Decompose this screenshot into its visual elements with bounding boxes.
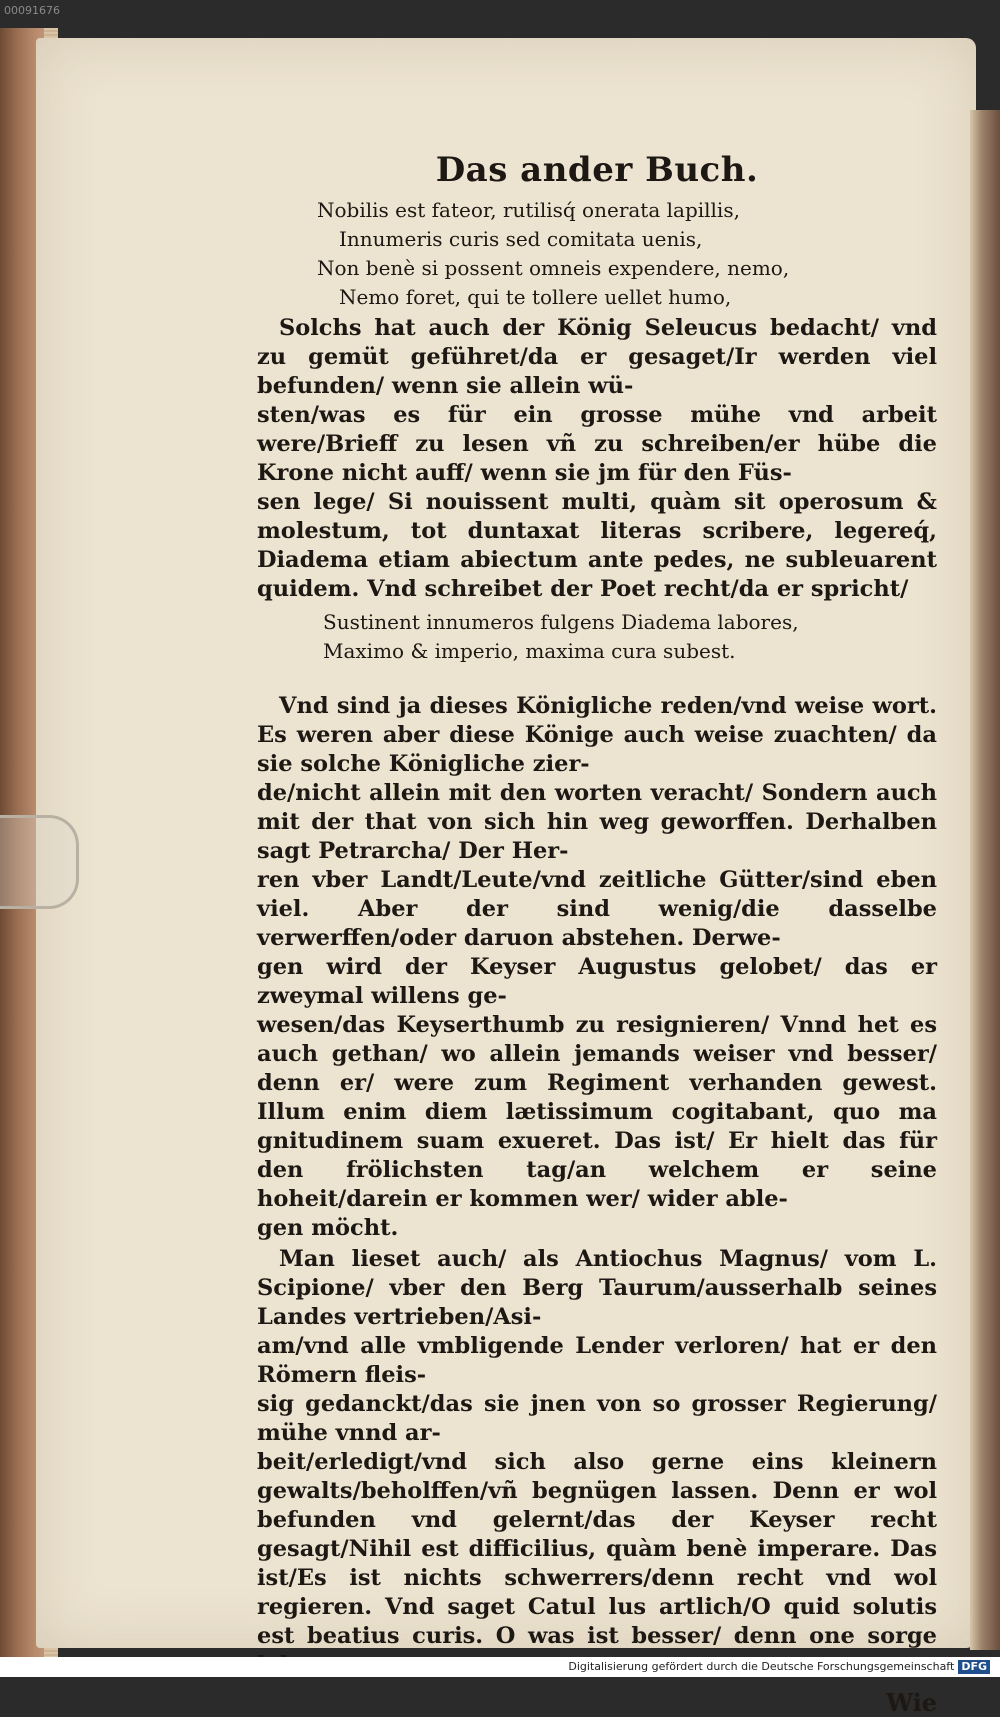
footer-text: Digitalisierung gefördert durch die Deutsche Forschungsgemeinschaft <box>568 1660 955 1673</box>
verse-block-2 <box>257 608 937 666</box>
verse-line: Sustinent innumeros fulgens Diadema labores, <box>323 610 799 634</box>
page-text <box>257 150 937 1717</box>
paragraph-1: Solchs hat auch der König Seleucus bedacht/ vnd zu gemüt geführet/da er gesaget/Ir werden viel befunden/ wenn sie allein wü- sten/was es für ein grosse mühe vnd arbeit were/Brieff zu lesen vñ zu schreiben/er hübe die Krone nicht auff/ wenn sie jm für den Füs- sen lege/ Si nouissent multi, quàm sit operosum & molestum, tot duntaxat literas scribere, legereq́, Diadema etiam abiectum ante pedes, ne subleuarent quidem. Vnd schreibet der Poet recht/da er spricht/ <box>257 315 937 602</box>
verse-line: Maximo & imperio, maxima cura subest. <box>323 639 736 663</box>
paragraph-3: Man lieset auch/ als Antiochus Magnus/ vom L. Scipione/ vber den Berg Taurum/ausserhalb seines Landes vertrieben/Asi- am/vnd alle vmbligende Lender verloren/ hat er den Römern fleis- sig gedanckt/das sie jnen von so grosser Regierung/ mühe vnnd ar- beit/erledigt/vnd sich also gerne eins kleinern gewalts/beholffen/vñ begnügen lassen. Denn er wol befunden vnd gelernt/das der Keyser recht gesagt/Nihil est difficilius, quàm benè imperare. Das ist/Es ist nichts schwerrers/denn recht vnd wol regieren. Vnd saget Catul lus artlich/O quid solutis est beatius curis. O was ist besser/ denn one sorge <box>257 1246 937 1649</box>
verse-line: Nobilis est fateor, rutilisq́ onerata lapillis, <box>317 198 740 222</box>
bleed-through-text <box>230 160 236 188</box>
scan-id: 00091676 <box>4 4 60 17</box>
verse-line: Non benè si possent omneis expendere, nemo, <box>317 256 790 280</box>
verse-line: Nemo foret, qui te tollere uellet humo, <box>339 285 732 309</box>
paragraph-2: Vnd sind ja dieses Königliche reden/vnd weise wort. Es weren aber diese Könige auch weise zuachten/ da sie solche Königliche zier- de/nicht allein mit den worten veracht/ Sondern auch mit der that von sich hin weg geworffen. Derhalben sagt Petrarcha/ Der Her- ren vber Landt/Leute/vnd zeitliche Gütter/sind eben viel. Aber der sind wenig/die dasselbe verwerffen/oder daruon abstehen. Derwe- gen wird der Keyser Augustus gelobet/ das er zweymal willens ge- wesen/das Keyserthumb zu resignieren/ Vnnd het es auch gethan/ wo allein jemands weiser vnd besser/ denn er/ were zum Regiment verhanden gewest. Illum enim diem lætissimum cogitabant, quo ma gnitudinem suam exueret. Das ist/ Er hielt das für den frölichsten tag/an welchem er seine hoheit/darein er kommen wer/ wider able- gen möcht. <box>257 693 937 1241</box>
page-clip <box>0 815 79 909</box>
digitization-footer <box>0 1657 1000 1677</box>
catchword: Wie <box>886 1688 937 1717</box>
page-heading: Das ander Buch. <box>435 150 759 190</box>
verse-block-1 <box>257 196 937 312</box>
verse-line: Innumeris curis sed comitata uenis, <box>339 227 703 251</box>
book-fore-edge <box>970 110 1000 1650</box>
dfg-logo: DFG <box>958 1660 990 1674</box>
